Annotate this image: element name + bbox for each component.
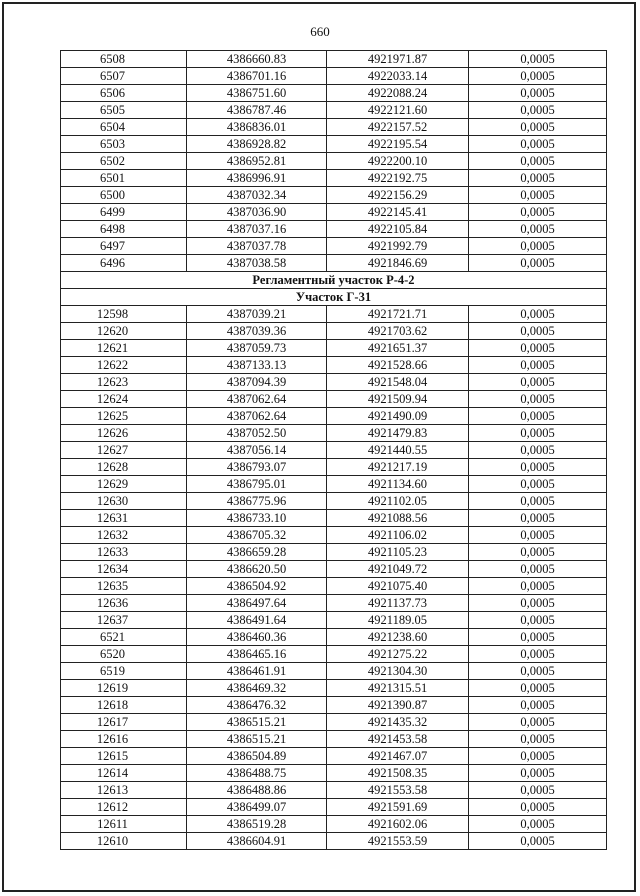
coord-x: 4386996.91 [187,170,327,187]
accuracy: 0,0005 [469,153,607,170]
coord-x: 4386488.86 [187,782,327,799]
table-row [61,323,607,340]
coord-x: 4386928.82 [187,136,327,153]
coord-y: 4921137.73 [327,595,469,612]
table-row [61,170,607,187]
coord-x: 4386795.01 [187,476,327,493]
table-row [61,391,607,408]
coord-x: 4386775.96 [187,493,327,510]
accuracy: 0,0005 [469,238,607,255]
coord-x: 4387094.39 [187,374,327,391]
coord-x: 4386733.10 [187,510,327,527]
coord-x: 4386836.01 [187,119,327,136]
accuracy: 0,0005 [469,578,607,595]
coord-y: 4921479.83 [327,425,469,442]
coord-y: 4922105.84 [327,221,469,238]
accuracy: 0,0005 [469,510,607,527]
coord-y: 4922156.29 [327,187,469,204]
page-number: 660 [310,24,330,39]
point-number: 12627 [61,442,187,459]
point-number: 6502 [61,153,187,170]
point-number: 12618 [61,697,187,714]
accuracy: 0,0005 [469,816,607,833]
coord-x: 4386701.16 [187,68,327,85]
coord-x: 4386793.07 [187,459,327,476]
point-number: 6521 [61,629,187,646]
coord-y: 4921490.09 [327,408,469,425]
table-row [61,102,607,119]
table-row [61,510,607,527]
coord-x: 4387036.90 [187,204,327,221]
coord-x: 4387052.50 [187,425,327,442]
point-number: 12612 [61,799,187,816]
point-number: 12628 [61,459,187,476]
point-number: 12635 [61,578,187,595]
accuracy: 0,0005 [469,646,607,663]
table-row [61,68,607,85]
section-row-1 [61,272,607,289]
point-number: 12613 [61,782,187,799]
point-number: 12636 [61,595,187,612]
coord-y: 4921189.05 [327,612,469,629]
point-number: 12632 [61,527,187,544]
accuracy: 0,0005 [469,204,607,221]
coord-x: 4386504.92 [187,578,327,595]
table-row [61,340,607,357]
coord-y: 4922145.41 [327,204,469,221]
table-row [61,119,607,136]
coord-y: 4921992.79 [327,238,469,255]
point-number: 12626 [61,425,187,442]
section-title-1: Регламентный участок Р-4-2 [61,272,607,289]
accuracy: 0,0005 [469,408,607,425]
table-row [61,714,607,731]
point-number: 12630 [61,493,187,510]
accuracy: 0,0005 [469,187,607,204]
coord-x: 4386476.32 [187,697,327,714]
coord-y: 4921553.58 [327,782,469,799]
coord-y: 4921602.06 [327,816,469,833]
point-number: 12622 [61,357,187,374]
table-row [61,629,607,646]
table-row [61,799,607,816]
coord-x: 4386491.64 [187,612,327,629]
point-number: 6507 [61,68,187,85]
table-row [61,136,607,153]
accuracy: 0,0005 [469,68,607,85]
accuracy: 0,0005 [469,782,607,799]
section-headers [61,272,607,306]
accuracy: 0,0005 [469,340,607,357]
coord-y: 4922033.14 [327,68,469,85]
table-row [61,833,607,850]
table-row [61,680,607,697]
coord-x: 4386751.60 [187,85,327,102]
coord-y: 4921390.87 [327,697,469,714]
coord-y: 4921548.04 [327,374,469,391]
accuracy: 0,0005 [469,527,607,544]
table-row [61,425,607,442]
point-number: 6497 [61,238,187,255]
accuracy: 0,0005 [469,680,607,697]
coord-y: 4921591.69 [327,799,469,816]
accuracy: 0,0005 [469,374,607,391]
section-title-2: Участок Г-31 [61,289,607,306]
table-row [61,561,607,578]
point-number: 12634 [61,561,187,578]
point-number: 12631 [61,510,187,527]
coord-x: 4386604.91 [187,833,327,850]
point-number: 6504 [61,119,187,136]
coord-y: 4921553.59 [327,833,469,850]
accuracy: 0,0005 [469,119,607,136]
coord-y: 4921467.07 [327,748,469,765]
coord-x: 4386497.64 [187,595,327,612]
accuracy: 0,0005 [469,612,607,629]
accuracy: 0,0005 [469,765,607,782]
point-number: 6498 [61,221,187,238]
coord-x: 4386515.21 [187,714,327,731]
table-row [61,51,607,68]
point-number: 6500 [61,187,187,204]
table-row [61,595,607,612]
coord-x: 4387037.16 [187,221,327,238]
section-row-2 [61,289,607,306]
point-number: 6508 [61,51,187,68]
coord-y: 4921453.58 [327,731,469,748]
coord-x: 4386515.21 [187,731,327,748]
coord-x: 4386469.32 [187,680,327,697]
coordinates-table [60,50,607,850]
coord-y: 4921846.69 [327,255,469,272]
point-number: 12633 [61,544,187,561]
coord-y: 4922157.52 [327,119,469,136]
accuracy: 0,0005 [469,561,607,578]
coord-y: 4921440.55 [327,442,469,459]
accuracy: 0,0005 [469,476,607,493]
table-row [61,578,607,595]
accuracy: 0,0005 [469,102,607,119]
accuracy: 0,0005 [469,306,607,323]
coord-x: 4387133.13 [187,357,327,374]
table-row [61,255,607,272]
coord-x: 4386787.46 [187,102,327,119]
coord-y: 4921651.37 [327,340,469,357]
accuracy: 0,0005 [469,663,607,680]
coord-y: 4922088.24 [327,85,469,102]
coord-y: 4921049.72 [327,561,469,578]
table-row [61,476,607,493]
coord-x: 4386620.50 [187,561,327,578]
table-row [61,306,607,323]
coord-y: 4922195.54 [327,136,469,153]
coord-x: 4387037.78 [187,238,327,255]
coord-x: 4387038.58 [187,255,327,272]
coord-y: 4921075.40 [327,578,469,595]
table-row [61,782,607,799]
point-number: 12619 [61,680,187,697]
accuracy: 0,0005 [469,442,607,459]
table-row [61,374,607,391]
table-body-top [61,51,607,272]
coord-y: 4921304.30 [327,663,469,680]
coord-y: 4921721.71 [327,306,469,323]
point-number: 12617 [61,714,187,731]
coord-x: 4386660.83 [187,51,327,68]
table-row [61,408,607,425]
accuracy: 0,0005 [469,221,607,238]
coord-x: 4386499.07 [187,799,327,816]
coord-x: 4386705.32 [187,527,327,544]
point-number: 12624 [61,391,187,408]
accuracy: 0,0005 [469,544,607,561]
table-row [61,527,607,544]
table-body-bottom [61,306,607,850]
accuracy: 0,0005 [469,731,607,748]
point-number: 12610 [61,833,187,850]
coord-x: 4387056.14 [187,442,327,459]
coord-y: 4921106.02 [327,527,469,544]
point-number: 12620 [61,323,187,340]
table-row [61,85,607,102]
coord-x: 4387062.64 [187,408,327,425]
table-row [61,544,607,561]
coord-y: 4921105.23 [327,544,469,561]
point-number: 6520 [61,646,187,663]
point-number: 6506 [61,85,187,102]
point-number: 12616 [61,731,187,748]
coord-x: 4386460.36 [187,629,327,646]
coord-x: 4386488.75 [187,765,327,782]
table-row [61,238,607,255]
table-row [61,765,607,782]
coord-y: 4921134.60 [327,476,469,493]
coordinates-sheet [60,50,606,850]
table-row [61,493,607,510]
coord-y: 4921217.19 [327,459,469,476]
coord-x: 4386659.28 [187,544,327,561]
coord-x: 4387062.64 [187,391,327,408]
table-row [61,748,607,765]
table-row [61,221,607,238]
point-number: 12615 [61,748,187,765]
point-number: 6503 [61,136,187,153]
coord-y: 4921971.87 [327,51,469,68]
accuracy: 0,0005 [469,51,607,68]
accuracy: 0,0005 [469,136,607,153]
table-row [61,731,607,748]
accuracy: 0,0005 [469,629,607,646]
table-row [61,442,607,459]
point-number: 12629 [61,476,187,493]
accuracy: 0,0005 [469,697,607,714]
coord-x: 4386952.81 [187,153,327,170]
accuracy: 0,0005 [469,748,607,765]
coord-x: 4386519.28 [187,816,327,833]
accuracy: 0,0005 [469,323,607,340]
accuracy: 0,0005 [469,255,607,272]
table-row [61,697,607,714]
point-number: 6496 [61,255,187,272]
coord-y: 4922121.60 [327,102,469,119]
accuracy: 0,0005 [469,493,607,510]
accuracy: 0,0005 [469,85,607,102]
point-number: 12625 [61,408,187,425]
coord-y: 4922200.10 [327,153,469,170]
coord-y: 4921238.60 [327,629,469,646]
point-number: 12611 [61,816,187,833]
table-row [61,459,607,476]
point-number: 12623 [61,374,187,391]
point-number: 6505 [61,102,187,119]
accuracy: 0,0005 [469,714,607,731]
coord-x: 4386504.89 [187,748,327,765]
coord-x: 4387039.36 [187,323,327,340]
point-number: 12598 [61,306,187,323]
accuracy: 0,0005 [469,170,607,187]
coord-y: 4921528.66 [327,357,469,374]
coord-y: 4921088.56 [327,510,469,527]
table-row [61,663,607,680]
accuracy: 0,0005 [469,391,607,408]
coord-y: 4921275.22 [327,646,469,663]
point-number: 12637 [61,612,187,629]
accuracy: 0,0005 [469,425,607,442]
table-row [61,153,607,170]
accuracy: 0,0005 [469,459,607,476]
coord-y: 4921315.51 [327,680,469,697]
point-number: 6501 [61,170,187,187]
coord-y: 4921703.62 [327,323,469,340]
coord-x: 4386465.16 [187,646,327,663]
point-number: 12614 [61,765,187,782]
table-row [61,646,607,663]
accuracy: 0,0005 [469,357,607,374]
table-row [61,612,607,629]
point-number: 6519 [61,663,187,680]
coord-y: 4921435.32 [327,714,469,731]
table-row [61,187,607,204]
accuracy: 0,0005 [469,595,607,612]
coord-y: 4921508.35 [327,765,469,782]
coord-x: 4387059.73 [187,340,327,357]
table-row [61,204,607,221]
point-number: 12621 [61,340,187,357]
coord-y: 4921102.05 [327,493,469,510]
table-row [61,816,607,833]
coord-x: 4387039.21 [187,306,327,323]
coord-x: 4386461.91 [187,663,327,680]
table-row [61,357,607,374]
coord-x: 4387032.34 [187,187,327,204]
accuracy: 0,0005 [469,799,607,816]
point-number: 6499 [61,204,187,221]
coord-y: 4922192.75 [327,170,469,187]
coord-y: 4921509.94 [327,391,469,408]
accuracy: 0,0005 [469,833,607,850]
